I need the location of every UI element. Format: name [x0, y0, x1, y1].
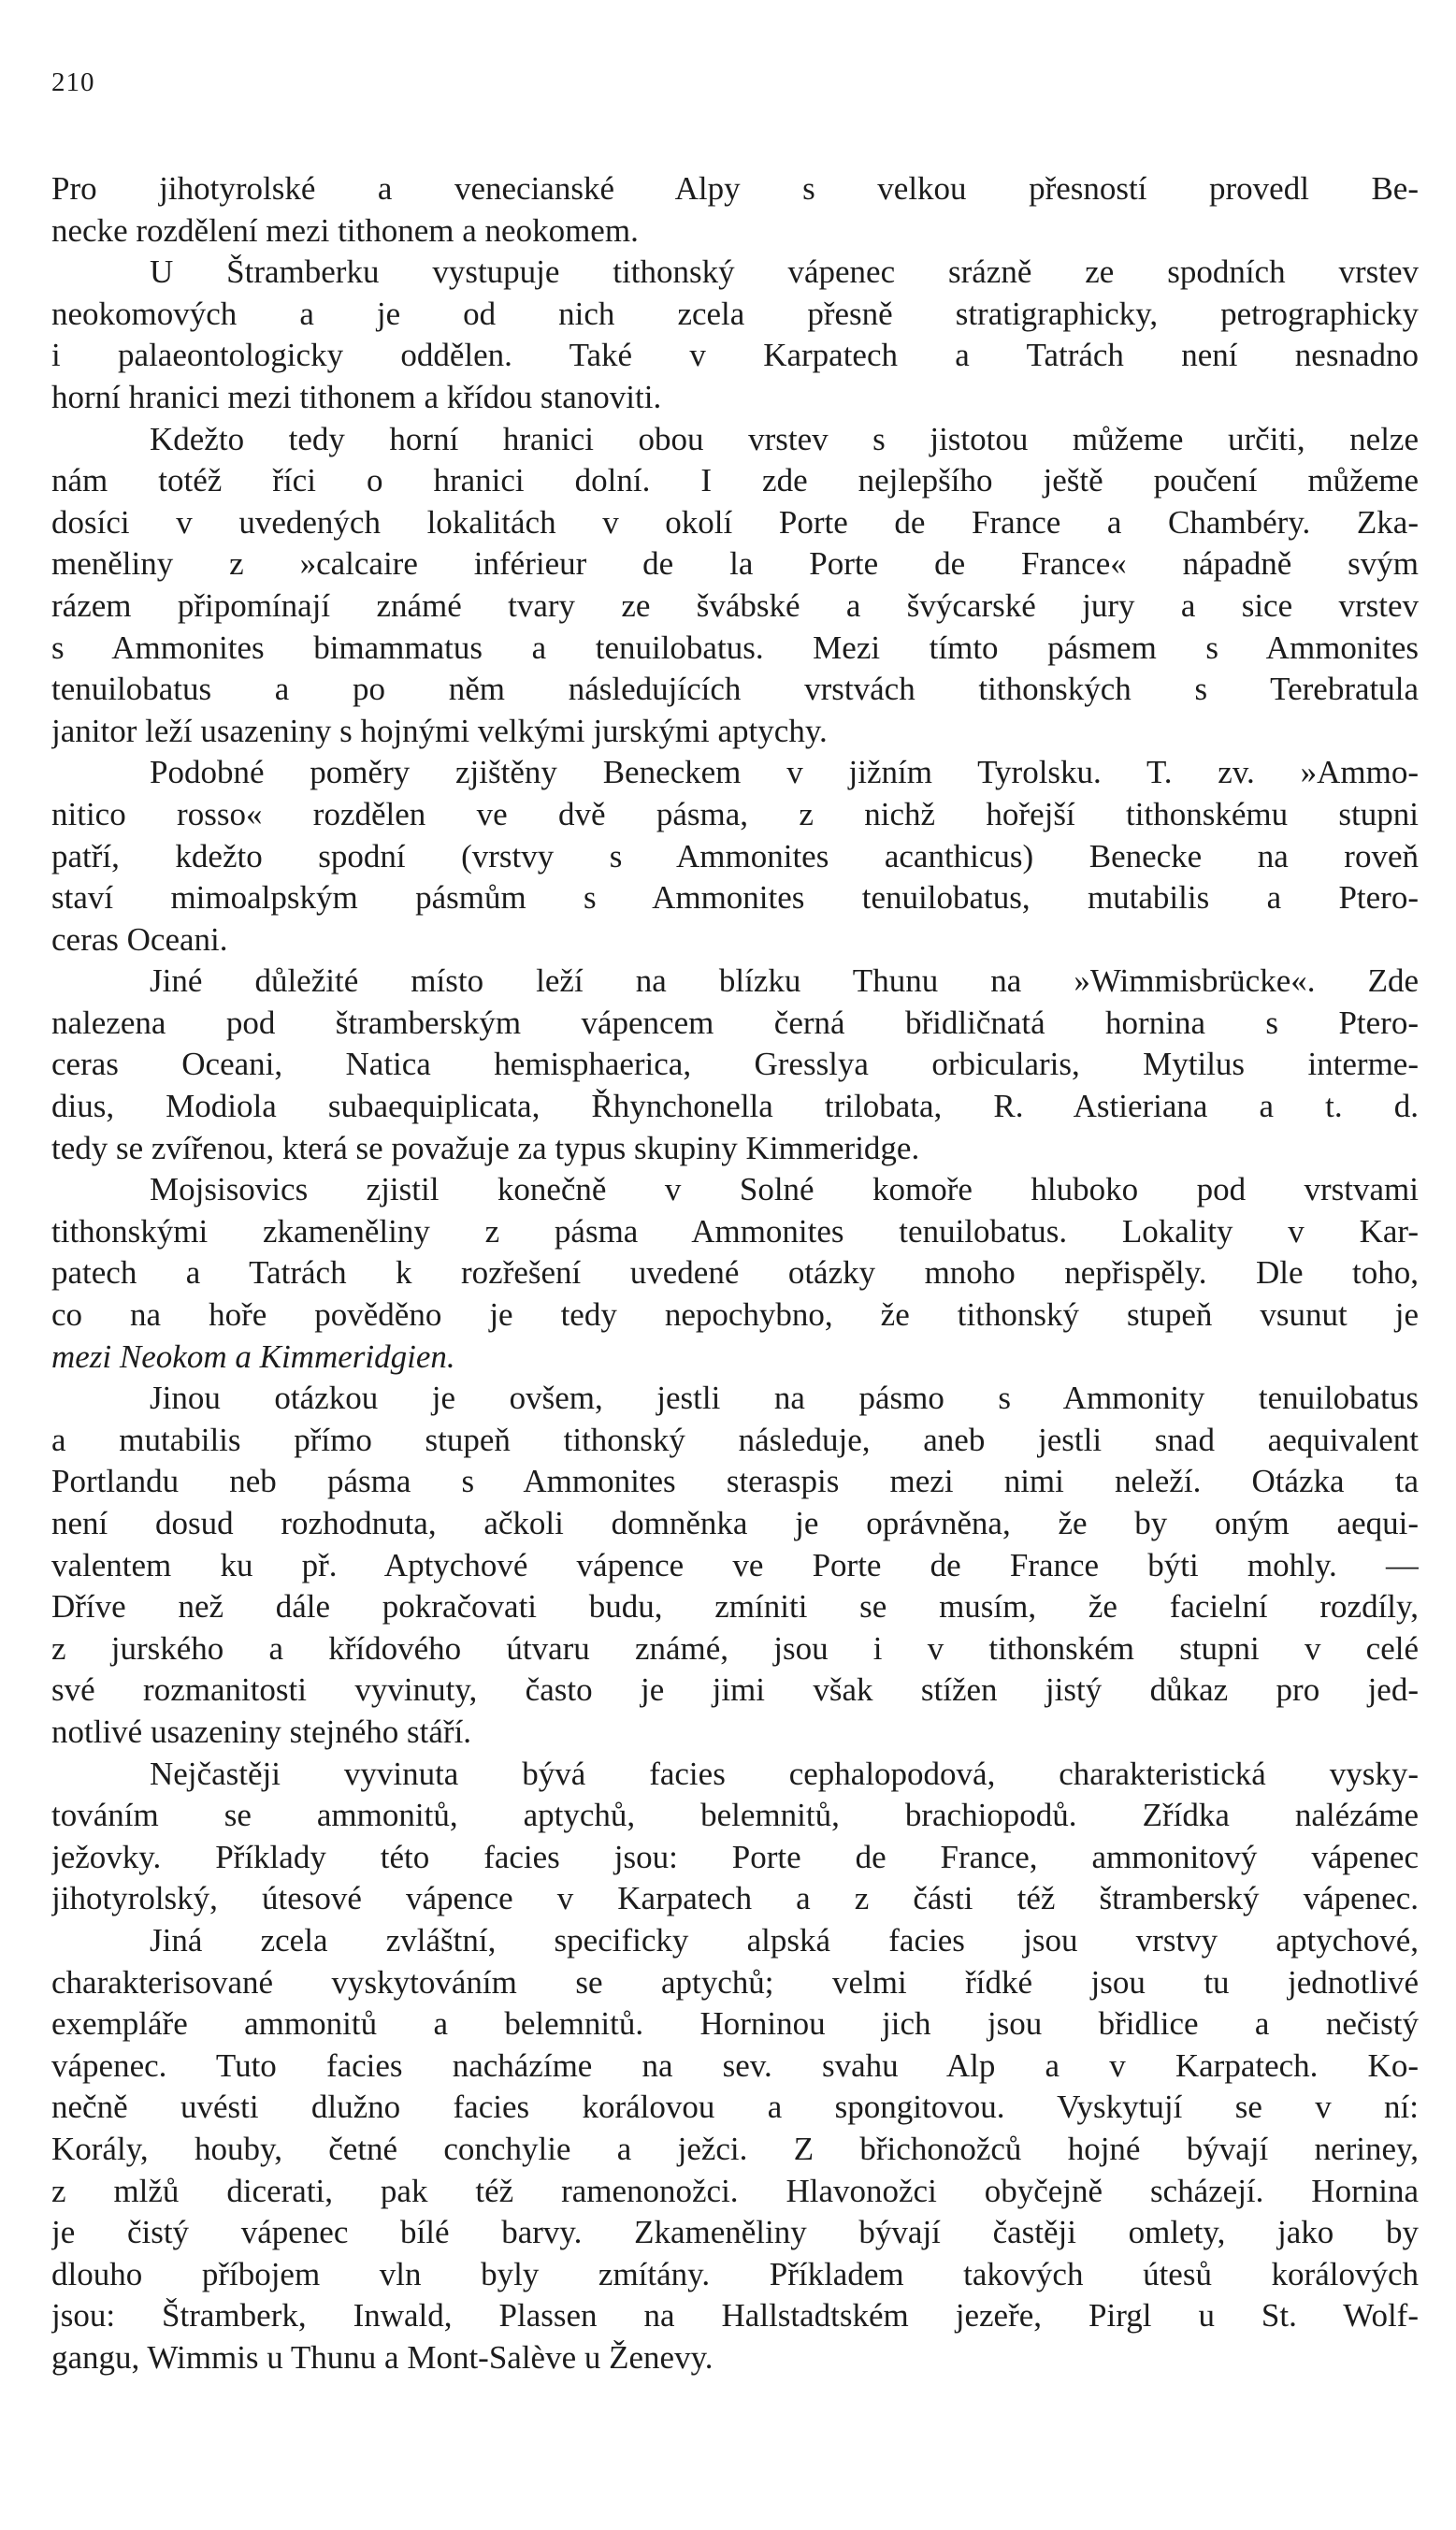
- text-line: ceras Oceani, Natica hemisphaerica, Gresslya orbicularis, Mytilus interme-: [51, 1046, 1419, 1083]
- text-line: necke rozdělení mezi tithonem a neokomem.: [51, 211, 639, 249]
- text-line: charakterisované vyskytováním se aptychů; velmi řídké jsou tu jednotlivé: [51, 1963, 1419, 2001]
- text-line: patří, kdežto spodní (vrstvy s Ammonites acanthicus) Benecke na roveň: [51, 837, 1419, 875]
- text-line: notlivé usazeniny stejného stáří.: [51, 1713, 472, 1750]
- text-line: Podobné poměry zjištěny Beneckem v jižním Tyrolsku. T. zv. »Ammo-: [150, 754, 1419, 791]
- text-line: Jiná zcela zvláštní, specificky alpská facies jsou vrstvy aptychové,: [150, 1921, 1419, 1959]
- body-text: [51, 168, 1419, 2378]
- text-line: mezi Neokom a Kimmeridgien.: [51, 1337, 455, 1375]
- text-line: janitor leží usazeniny s hojnými velkými jurskými aptychy.: [51, 712, 828, 749]
- text-line: Portlandu neb pásma s Ammonites steraspis mezi nimi neleží. Otázka ta: [51, 1463, 1419, 1500]
- text-line: Jiné důležité místo leží na blízku Thunu na »Wimmisbrücke«. Zde: [150, 962, 1419, 1000]
- text-line: Kdežto tedy horní hranici obou vrstev s jistotou můžeme určiti, nelze: [150, 420, 1419, 457]
- text-line: a mutabilis přímo stupeň tithonský následuje, aneb jestli snad aequivalent: [51, 1421, 1419, 1458]
- text-line: s Ammonites bimammatus a tenuilobatus. Mezi tímto pásmem s Ammonites: [51, 629, 1419, 666]
- text-line: jsou: Štramberk, Inwald, Plassen na Hallstadtském jezeře, Pirgl u St. Wolf-: [51, 2297, 1419, 2335]
- text-line: je čistý vápenec bílé barvy. Zkameněliny bývají častěji omlety, jako by: [51, 2214, 1419, 2251]
- text-line: Pro jihotyrolské a venecianské Alpy s velkou přesností provedl Be-: [51, 170, 1419, 207]
- text-line: Mojsisovics zjistil konečně v Solné komoře hluboko pod vrstvami: [150, 1171, 1419, 1208]
- text-line: Korály, houby, četné conchylie a ježci. Z břichonožců hojné bývají neriney,: [51, 2130, 1419, 2167]
- page-number: 210: [51, 67, 95, 97]
- text-line: nalezena pod štramberským vápencem černá břidličnatá hornina s Ptero-: [51, 1004, 1419, 1041]
- text-line: Jinou otázkou je ovšem, jestli na pásmo s Ammonity tenuilobatus: [150, 1380, 1419, 1417]
- text-line: co na hoře pověděno je tedy nepochybno, že tithonský stupeň vsunut je: [51, 1296, 1419, 1334]
- text-line: z jurského a křídového útvaru známé, jsou i v tithonském stupni v celé: [51, 1629, 1419, 1667]
- text-line: U Štramberku vystupuje tithonský vápenec srázně ze spodních vrstev: [150, 253, 1419, 291]
- text-line: továním se ammonitů, aptychů, belemnitů, brachiopodů. Zřídka nalézáme: [51, 1797, 1419, 1834]
- text-line: neokomových a je od nich zcela přesně stratigraphicky, petrographicky: [51, 295, 1419, 332]
- text-line: tithonskými zkameněliny z pásma Ammonites tenuilobatus. Lokality v Kar-: [51, 1212, 1419, 1250]
- text-line: gangu, Wimmis u Thunu a Mont-Salève u Ženevy.: [51, 2338, 714, 2376]
- text-line: horní hranici mezi tithonem a křídou stanoviti.: [51, 378, 662, 415]
- text-line: dius, Modiola subaequiplicata, Řhynchonella trilobata, R. Astieriana a t. d.: [51, 1088, 1419, 1125]
- text-line: nitico rosso« rozdělen ve dvě pásma, z nichž hořejší tithonskému stupni: [51, 795, 1419, 832]
- text-line: z mlžů dicerati, pak též ramenonožci. Hlavonožci obyčejně scházejí. Hornina: [51, 2172, 1419, 2209]
- text-line: Nejčastěji vyvinuta bývá facies cephalopodová, charakteristická vysky-: [150, 1755, 1419, 1792]
- text-line: tedy se zvířenou, která se považuje za typus skupiny Kimmeridge.: [51, 1129, 920, 1166]
- text-line: meněliny z »calcaire inférieur de la Porte de France« nápadně svým: [51, 545, 1419, 583]
- text-line: ceras Oceani.: [51, 920, 228, 958]
- text-line: dlouho příbojem vln byly zmítány. Příkladem takových útesů korálových: [51, 2255, 1419, 2292]
- text-line: dosíci v uvedených lokalitách v okolí Porte de France a Chambéry. Zka-: [51, 503, 1419, 541]
- text-line: rázem připomínají známé tvary ze švábské a švýcarské jury a sice vrstev: [51, 586, 1419, 624]
- text-line: nečně uvésti dlužno facies korálovou a spongitovou. Vyskytují se v ní:: [51, 2089, 1419, 2126]
- text-line: tenuilobatus a po něm následujících vrstvách tithonských s Terebratula: [51, 671, 1419, 708]
- text-line: jihotyrolský, útesové vápence v Karpatech a z části též štramberský vápenec.: [51, 1880, 1419, 1917]
- text-line: exempláře ammonitů a belemnitů. Horninou jich jsou břidlice a nečistý: [51, 2005, 1419, 2043]
- text-line: valentem ku př. Aptychové vápence ve Porte de France býti mohly. —: [51, 1546, 1419, 1583]
- text-line: i palaeontologicky oddělen. Také v Karpatech a Tatrách není nesnadno: [51, 337, 1419, 374]
- text-line: nám totéž říci o hranici dolní. I zde nejlepšího ještě poučení můžeme: [51, 462, 1419, 499]
- text-line: své rozmanitosti vyvinuty, často je jimi však stížen jistý důkaz pro jed-: [51, 1671, 1419, 1709]
- text-line: patech a Tatrách k rozřešení uvedené otázky mnoho nepřispěly. Dle toho,: [51, 1254, 1419, 1292]
- text-line: není dosud rozhodnuta, ačkoli domněnka je oprávněna, že by oným aequi-: [51, 1505, 1419, 1541]
- text-line: staví mimoalpským pásmům s Ammonites tenuilobatus, mutabilis a Ptero-: [51, 879, 1419, 917]
- text-line: Dříve než dále pokračovati budu, zmíniti se musím, že facielní rozdíly,: [51, 1588, 1419, 1626]
- text-line: vápenec. Tuto facies nacházíme na sev. svahu Alp a v Karpatech. Ko-: [51, 2046, 1419, 2084]
- text-line: ježovky. Příklady této facies jsou: Porte de France, ammonitový vápenec: [51, 1838, 1419, 1875]
